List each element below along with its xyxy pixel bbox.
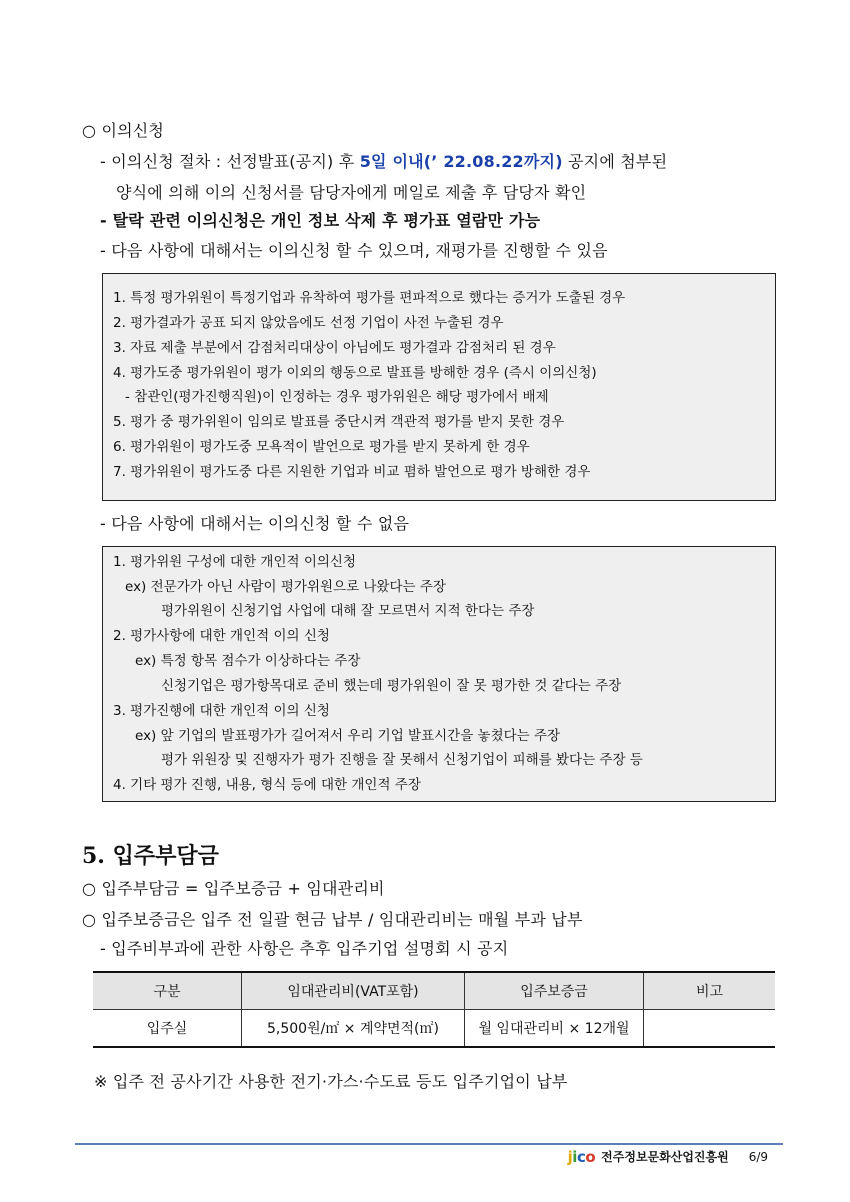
table-cell: 5,500원/㎡ × 계약면적(㎡) — [242, 1010, 465, 1048]
allowed-objection-intro: - 다음 사항에 대해서는 이의신청 할 수 있으며, 재평가를 진행할 수 있음 — [100, 241, 608, 260]
organization-name: 전주정보문화산업진흥원 — [601, 1150, 729, 1164]
denied-example: 평가 위원장 및 진행자가 평가 진행을 잘 못해서 신청기업이 피해를 봤다는 주장 등 — [161, 752, 643, 768]
allowed-item: 1. 특정 평가위원이 특정기업과 유착하여 평가를 편파적으로 했다는 증거가 도출된 경우 — [113, 290, 626, 306]
table-cell — [644, 1010, 776, 1048]
page-footer — [568, 1148, 768, 1166]
utility-fee-note: ※ 입주 전 공사기간 사용한 전기·가스·수도료 등도 입주기업이 납부 — [94, 1072, 568, 1091]
column-header: 비고 — [644, 972, 776, 1010]
denied-item: 3. 평가진행에 대한 개인적 이의 신청 — [113, 703, 330, 719]
denied-item: 2. 평가사항에 대한 개인적 이의 신청 — [113, 628, 330, 644]
allowed-item: 7. 평가위원이 평가도중 다른 지원한 기업과 비교 폄하 발언으로 평가 방해한 경우 — [113, 464, 591, 480]
deadline-highlight: 5일 이내(’ 22.08.22까지) — [359, 152, 563, 171]
column-header: 임대관리비(VAT포함) — [242, 972, 465, 1010]
denied-item: 4. 기타 평가 진행, 내용, 형식 등에 대한 개인적 주장 — [113, 777, 421, 793]
fee-payment-rule: ○ 입주보증금은 입주 전 일괄 현금 납부 / 임대관리비는 매월 부과 납부 — [82, 910, 583, 929]
denied-example: 신청기업은 평가항목대로 준비 했는데 평가위원이 잘 못 평가한 것 같다는 주장 — [161, 678, 622, 694]
procedure-prefix: - 이의신청 절차 : 선정발표(공지) 후 — [100, 152, 360, 171]
column-header: 구분 — [93, 972, 242, 1010]
rejection-objection-note: - 탈락 관련 이의신청은 개인 정보 삭제 후 평가표 열람만 가능 — [100, 211, 541, 230]
denied-objection-box — [102, 546, 776, 802]
page-number: 6/9 — [748, 1150, 768, 1164]
table-row — [93, 1010, 775, 1048]
objection-procedure-line-2: 양식에 의해 이의 신청서를 담당자에게 메일로 제출 후 담당자 확인 — [116, 183, 587, 202]
fee-formula: ○ 입주부담금 = 입주보증금 + 임대관리비 — [82, 879, 385, 898]
fee-table — [93, 971, 775, 1048]
footer-divider — [75, 1143, 783, 1145]
denied-objection-intro: - 다음 사항에 대해서는 이의신청 할 수 없음 — [100, 514, 410, 533]
objection-procedure-line — [100, 152, 667, 172]
fee-notice: - 입주비부과에 관한 사항은 추후 입주기업 설명회 시 공지 — [100, 939, 509, 958]
denied-example: ex) 앞 기업의 발표평가가 길어져서 우리 기업 발표시간을 놓쳤다는 주장 — [135, 728, 561, 744]
table-cell: 입주실 — [93, 1010, 242, 1048]
allowed-item: 4. 평가도중 평가위원이 평가 이외의 행동으로 발표를 방해한 경우 (즉시 이의신청) — [113, 365, 597, 381]
allowed-objection-box — [102, 273, 776, 501]
section-title: 5. 입주부담금 — [82, 843, 219, 869]
jico-logo: jico — [567, 1148, 596, 1166]
column-header: 입주보증금 — [465, 972, 644, 1010]
objection-heading: ○ 이의신청 — [82, 121, 165, 140]
fee-table-header-row — [93, 972, 775, 1010]
denied-item: 1. 평가위원 구성에 대한 개인적 이의신청 — [113, 554, 356, 570]
allowed-item-sub: - 참관인(평가진행직원)이 인정하는 경우 평가위원은 해당 평가에서 배제 — [125, 389, 549, 405]
allowed-item: 5. 평가 중 평가위원이 임의로 발표를 중단시켜 객관적 평가를 받지 못한 경우 — [113, 414, 565, 430]
denied-example: ex) 특정 항목 점수가 이상하다는 주장 — [135, 653, 361, 669]
allowed-item: 2. 평가결과가 공표 되지 않았음에도 선정 기업이 사전 누출된 경우 — [113, 315, 504, 331]
denied-example: ex) 전문가가 아닌 사람이 평가위원으로 나왔다는 주장 — [125, 579, 446, 595]
allowed-item: 3. 자료 제출 부분에서 감점처리대상이 아님에도 평가결과 감점처리 된 경우 — [113, 340, 556, 356]
procedure-suffix: 공지에 첨부된 — [562, 152, 668, 171]
denied-example: 평가위원이 신청기업 사업에 대해 잘 모르면서 지적 한다는 주장 — [161, 603, 535, 619]
allowed-item: 6. 평가위원이 평가도중 모욕적이 발언으로 평가를 받지 못하게 한 경우 — [113, 439, 530, 455]
table-cell: 월 임대관리비 × 12개월 — [465, 1010, 644, 1048]
